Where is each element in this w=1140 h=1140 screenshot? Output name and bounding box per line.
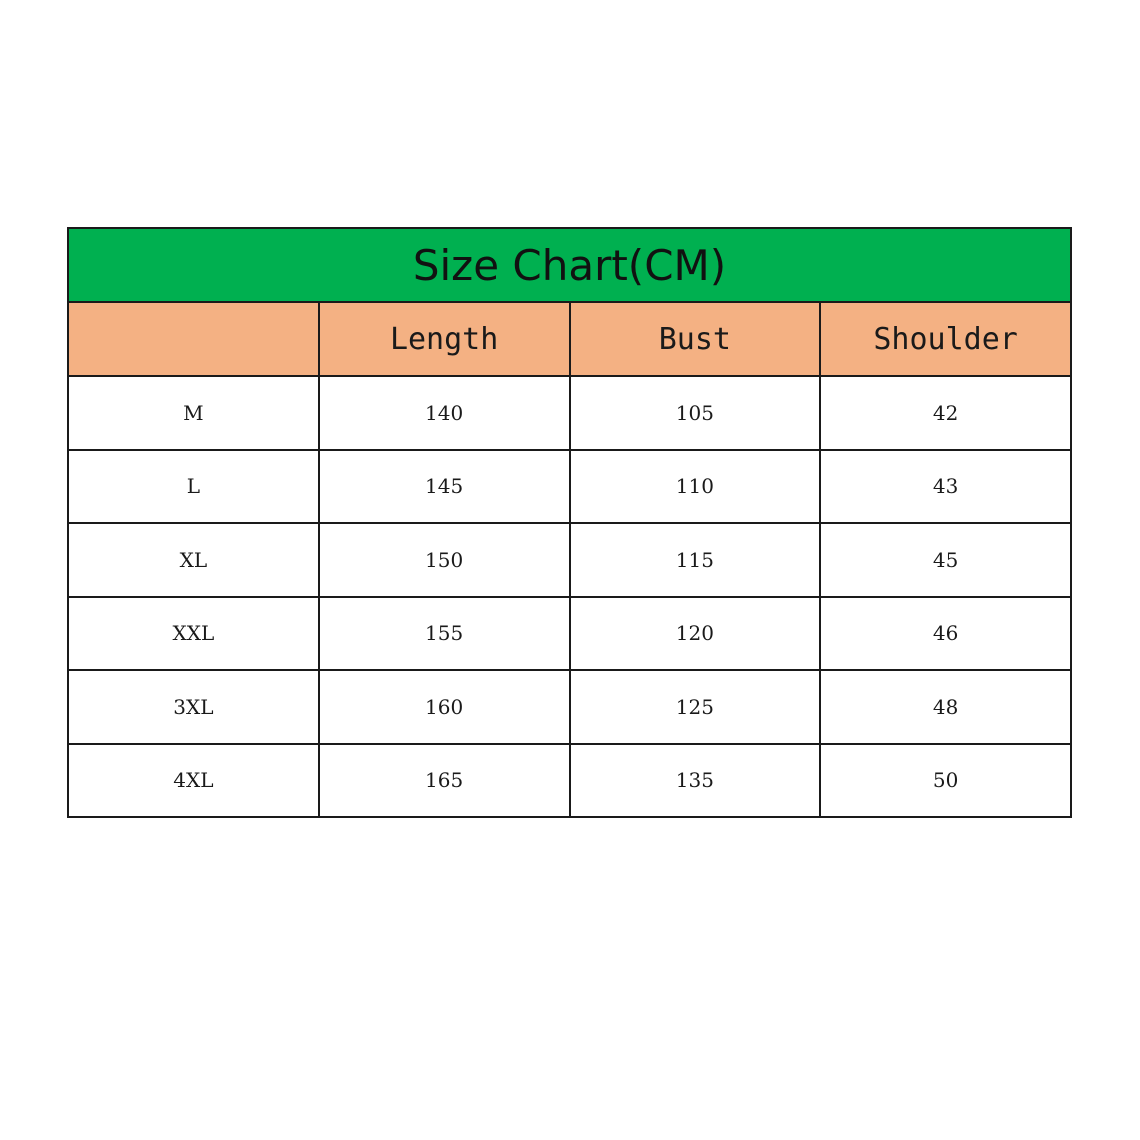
cell-length: 145 bbox=[319, 450, 570, 524]
cell-bust: 125 bbox=[570, 670, 821, 744]
cell-size: XL bbox=[68, 523, 319, 597]
table-title: Size Chart(CM) bbox=[68, 228, 1071, 302]
cell-length: 150 bbox=[319, 523, 570, 597]
cell-shoulder: 45 bbox=[820, 523, 1071, 597]
cell-shoulder: 43 bbox=[820, 450, 1071, 524]
cell-size: L bbox=[68, 450, 319, 524]
cell-shoulder: 42 bbox=[820, 376, 1071, 450]
cell-length: 140 bbox=[319, 376, 570, 450]
column-header-bust: Bust bbox=[570, 302, 821, 376]
cell-length: 155 bbox=[319, 597, 570, 671]
header-row bbox=[68, 302, 1071, 376]
size-chart-table bbox=[67, 227, 1072, 818]
cell-shoulder: 46 bbox=[820, 597, 1071, 671]
cell-shoulder: 48 bbox=[820, 670, 1071, 744]
column-header-shoulder: Shoulder bbox=[820, 302, 1071, 376]
cell-bust: 115 bbox=[570, 523, 821, 597]
cell-size: M bbox=[68, 376, 319, 450]
table-row bbox=[68, 670, 1071, 744]
table-body bbox=[68, 376, 1071, 817]
cell-size: XXL bbox=[68, 597, 319, 671]
title-row bbox=[68, 228, 1071, 302]
cell-bust: 135 bbox=[570, 744, 821, 818]
cell-shoulder: 50 bbox=[820, 744, 1071, 818]
cell-size: 3XL bbox=[68, 670, 319, 744]
table-row bbox=[68, 744, 1071, 818]
cell-bust: 120 bbox=[570, 597, 821, 671]
cell-bust: 105 bbox=[570, 376, 821, 450]
column-header-length: Length bbox=[319, 302, 570, 376]
cell-length: 165 bbox=[319, 744, 570, 818]
table-row bbox=[68, 450, 1071, 524]
cell-length: 160 bbox=[319, 670, 570, 744]
table-row bbox=[68, 523, 1071, 597]
table-row bbox=[68, 597, 1071, 671]
table-row bbox=[68, 376, 1071, 450]
cell-size: 4XL bbox=[68, 744, 319, 818]
cell-bust: 110 bbox=[570, 450, 821, 524]
column-header bbox=[68, 302, 319, 376]
